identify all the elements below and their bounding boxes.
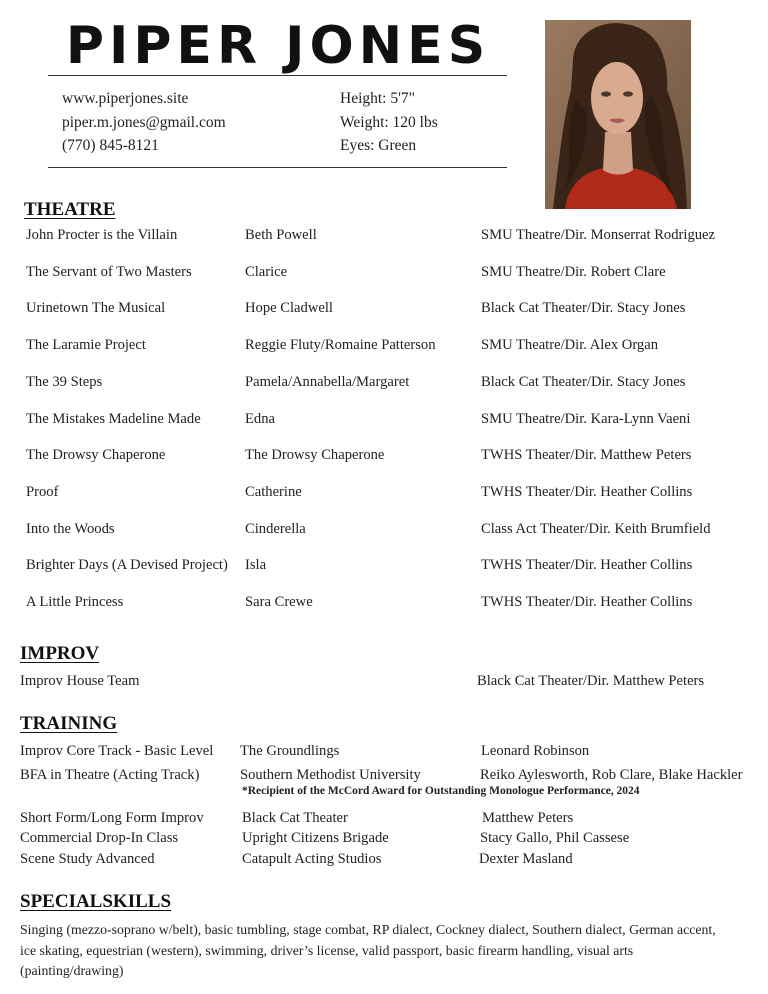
training-row-school: The Groundlings xyxy=(240,743,340,759)
training-row-school: Catapult Acting Studios xyxy=(242,851,382,867)
training-row-course: Commercial Drop-In Class xyxy=(20,830,179,846)
training-row-course: Short Form/Long Form Improv xyxy=(20,810,204,826)
eyes-stat: Eyes: Green xyxy=(340,137,417,154)
header-bottom-divider xyxy=(48,167,507,168)
theatre-row-role: Hope Cladwell xyxy=(245,300,333,317)
theatre-row-company: SMU Theatre/Dir. Alex Organ xyxy=(481,337,658,354)
theatre-row-company: SMU Theatre/Dir. Kara-Lynn Vaeni xyxy=(481,410,691,427)
training-row-course: Scene Study Advanced xyxy=(20,851,155,867)
headshot-illustration xyxy=(545,20,691,209)
theatre-row-company: Black Cat Theater/Dir. Stacy Jones xyxy=(481,373,686,390)
special-skills-text: Singing (mezzo-soprano w/belt), basic tumbling, stage combat, RP dialect, Cockney dialect, Southern dialect, German accent, ice skating, equestrian (western), swimming, driver’s license, valid passport, basic firearm handling, visual arts (painting/drawing) xyxy=(20,922,716,978)
training-row-teacher: Stacy Gallo, Phil Cassese xyxy=(480,830,630,846)
theatre-row-role: Isla xyxy=(245,557,267,574)
theatre-row-show: The Laramie Project xyxy=(26,337,146,354)
theatre-row-company: SMU Theatre/Dir. Robert Clare xyxy=(481,263,666,280)
improv-row-name: Improv House Team xyxy=(20,673,140,689)
website-link[interactable]: www.piperjones.site xyxy=(62,90,189,107)
training-row-school: Upright Citizens Brigade xyxy=(242,830,389,846)
improv-row-company: Black Cat Theater/Dir. Matthew Peters xyxy=(477,673,705,689)
theatre-row-role: Pamela/Annabella/Margaret xyxy=(245,373,410,390)
headshot-photo xyxy=(545,20,691,209)
header-top-divider xyxy=(48,75,507,76)
theatre-row-show: The Drowsy Chaperone xyxy=(26,447,166,464)
theatre-row-company: TWHS Theater/Dir. Heather Collins xyxy=(481,594,693,610)
theatre-row-company: Black Cat Theater/Dir. Stacy Jones xyxy=(481,300,686,317)
contact-info xyxy=(62,87,226,158)
theatre-row-show: The 39 Steps xyxy=(26,373,103,390)
theatre-row-role: Beth Powell xyxy=(245,227,317,243)
height-stat: Height: 5'7" xyxy=(340,90,415,107)
resume-name: PIPER JONES xyxy=(65,16,491,76)
award-note: *Recipient of the McCord Award for Outstanding Monologue Performance, 2024 xyxy=(242,785,640,797)
training-row-course: Improv Core Track - Basic Level xyxy=(20,743,214,759)
theatre-row-role: Reggie Fluty/Romaine Patterson xyxy=(245,337,436,354)
theatre-row-company: SMU Theatre/Dir. Monserrat Rodriguez xyxy=(481,227,715,243)
theatre-row-role: Catherine xyxy=(245,483,302,500)
theatre-row-role: Edna xyxy=(245,410,275,427)
theatre-row-company: Class Act Theater/Dir. Keith Brumfield xyxy=(481,520,711,537)
theatre-row-show: Urinetown The Musical xyxy=(26,300,166,317)
training-row-teacher: Leonard Robinson xyxy=(481,743,590,759)
theatre-row-company: TWHS Theater/Dir. Heather Collins xyxy=(481,557,693,574)
theatre-row-role: The Drowsy Chaperone xyxy=(245,447,385,464)
training-heading: TRAINING xyxy=(20,713,118,734)
improv-heading: IMPROV xyxy=(20,643,100,664)
theatre-row-company: TWHS Theater/Dir. Matthew Peters xyxy=(481,447,692,464)
theatre-row-show: The Mistakes Madeline Made xyxy=(26,410,201,427)
theatre-row-company: TWHS Theater/Dir. Heather Collins xyxy=(481,483,693,500)
theatre-heading: THEATRE xyxy=(24,199,116,220)
special-skills-heading: SPECIALSKILLS xyxy=(20,891,172,912)
training-row-teacher: Dexter Masland xyxy=(479,851,573,867)
training-row-teacher: Reiko Aylesworth, Rob Clare, Blake Hackler xyxy=(480,767,743,783)
theatre-row-role: Sara Crewe xyxy=(245,594,313,610)
theatre-row-role: Cinderella xyxy=(245,520,306,537)
training-row-course: BFA in Theatre (Acting Track) xyxy=(20,767,200,783)
training-row-school: Black Cat Theater xyxy=(242,810,348,826)
theatre-row-show: The Servant of Two Masters xyxy=(26,263,192,280)
email-link[interactable]: piper.m.jones@gmail.com xyxy=(62,113,226,131)
physical-stats xyxy=(340,87,438,158)
training-row-school: Southern Methodist University xyxy=(240,767,421,783)
theatre-row-show: Into the Woods xyxy=(26,520,115,537)
theatre-row-show: A Little Princess xyxy=(26,594,124,610)
theatre-row-role: Clarice xyxy=(245,263,288,280)
theatre-row-show: Brighter Days (A Devised Project) xyxy=(26,557,228,574)
weight-stat: Weight: 120 lbs xyxy=(340,113,438,131)
training-row-teacher: Matthew Peters xyxy=(482,810,574,826)
phone-number: (770) 845-8121 xyxy=(62,137,159,154)
theatre-row-show: John Procter is the Villain xyxy=(26,227,178,243)
theatre-row-show: Proof xyxy=(26,483,59,500)
